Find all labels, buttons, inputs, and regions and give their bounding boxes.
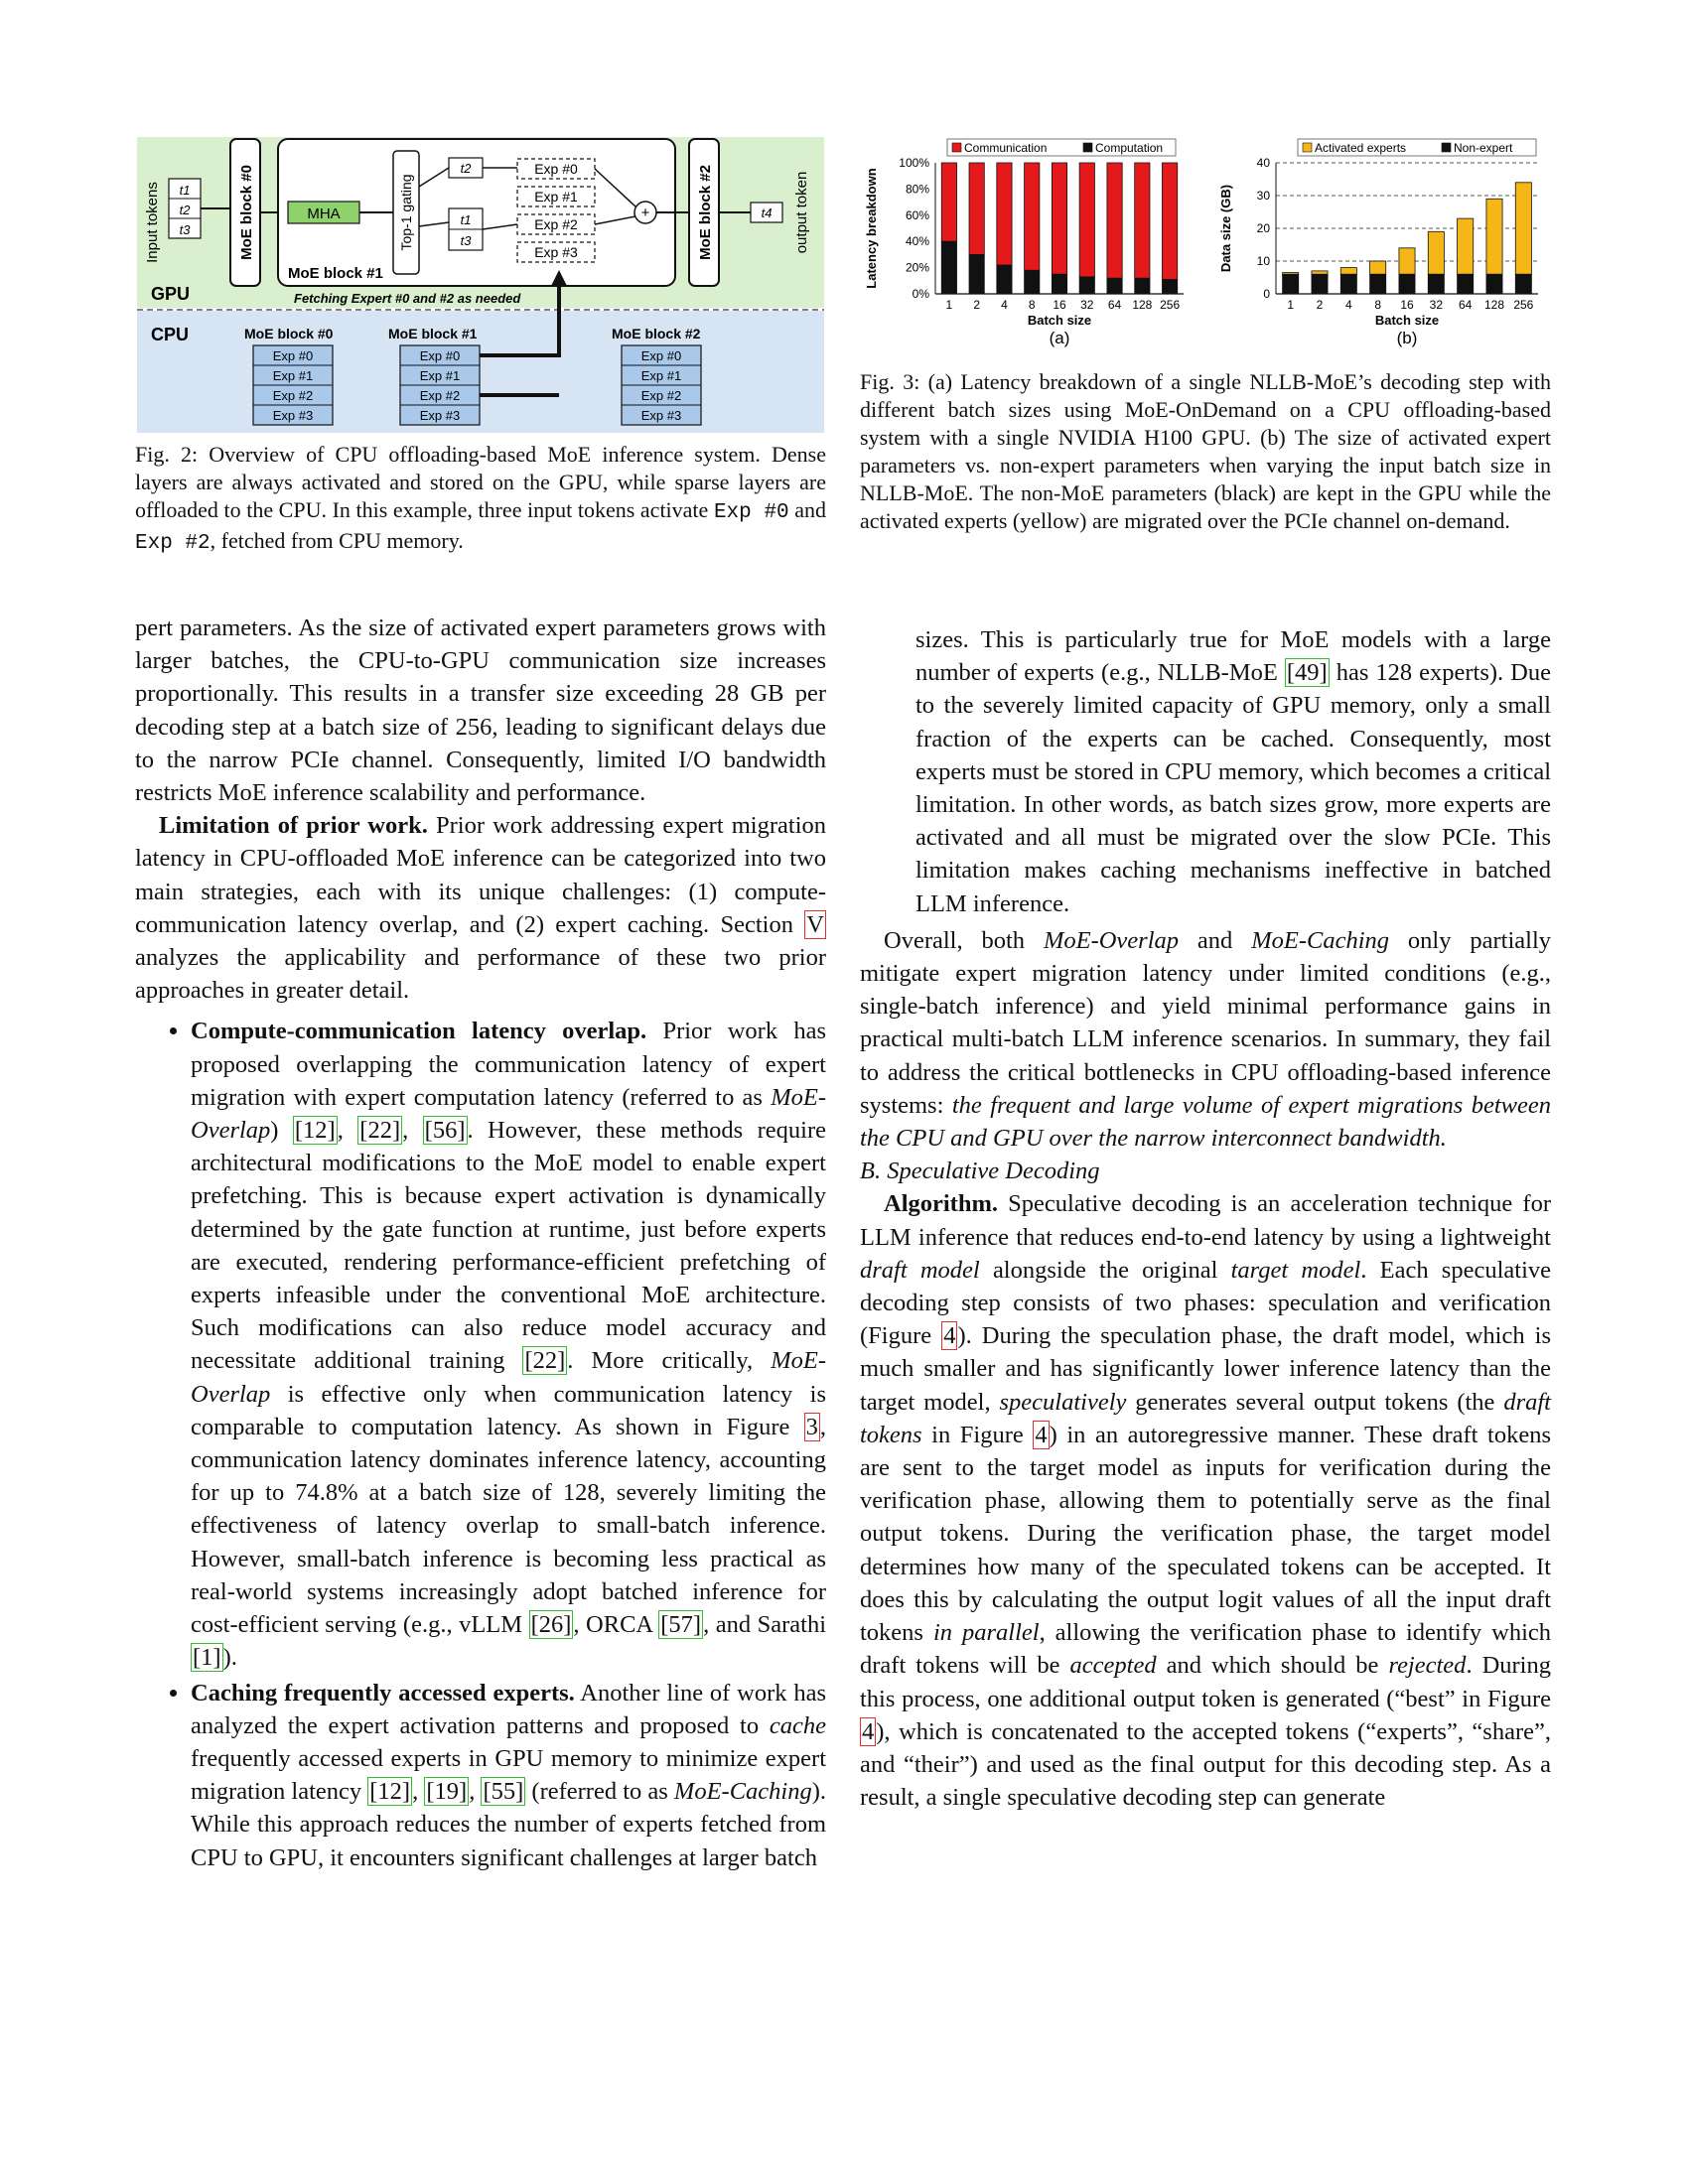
right-continued-bullet xyxy=(860,623,1551,920)
y-tick-label: 20 xyxy=(1256,221,1270,235)
cpu-b2-exp0: Exp #0 xyxy=(640,348,682,363)
bar-computation xyxy=(1052,274,1066,294)
token-t2: t2 xyxy=(179,203,191,217)
token-t1: t1 xyxy=(179,183,191,198)
b1-h: , and Sarathi xyxy=(703,1611,827,1639)
b1-c1: , xyxy=(337,1117,358,1145)
cpu-b1-exp0: Exp #0 xyxy=(419,348,461,363)
bar-computation xyxy=(1135,278,1150,294)
token-t3: t3 xyxy=(179,222,191,237)
gpu-exp2-label: Exp #2 xyxy=(534,216,578,232)
cpu-block-0-label: MoE block #0 xyxy=(244,326,334,341)
fig2-caption-code1: Exp #0 xyxy=(713,501,789,524)
fig3-caption xyxy=(860,368,1551,535)
figure-ref-4b[interactable]: 4 xyxy=(1035,1421,1048,1448)
cpu-block-1 xyxy=(388,326,480,425)
gpu-exp3-label: Exp #3 xyxy=(534,244,578,260)
citation-49[interactable]: [49] xyxy=(1286,659,1328,687)
bar-communication xyxy=(1162,163,1177,279)
list-item-caching xyxy=(191,1677,826,1874)
bar-non-expert xyxy=(1458,274,1474,294)
alg-h: , allowing the verification phase to identify which draft tokens will be xyxy=(860,1619,1551,1680)
bar-non-expert xyxy=(1399,274,1415,294)
cpu-b0-exp2: Exp #2 xyxy=(272,388,314,403)
x-tick-label: 16 xyxy=(1053,298,1066,312)
cpu-b1-exp2: Exp #2 xyxy=(419,388,461,403)
x-tick-label: 256 xyxy=(1513,298,1534,312)
citation-12[interactable]: [12] xyxy=(294,1117,336,1145)
bar-communication xyxy=(997,163,1012,265)
alg-i: and which should be xyxy=(1156,1652,1389,1680)
y-axis-label: Latency breakdown xyxy=(864,168,879,289)
subsection-heading: B. Speculative Decoding xyxy=(860,1158,1100,1185)
bar-communication xyxy=(941,163,956,241)
output-token-label: output token xyxy=(793,171,810,254)
bar-activated-experts xyxy=(1312,271,1328,274)
citation-56[interactable]: [56] xyxy=(424,1117,466,1145)
bar-communication xyxy=(1079,163,1094,277)
cpu-b2-exp2: Exp #2 xyxy=(640,388,682,403)
x-tick-label: 32 xyxy=(1080,298,1094,312)
output-t4-label: t4 xyxy=(761,205,773,220)
x-tick-label: 32 xyxy=(1429,298,1444,312)
y-tick-label: 60% xyxy=(905,207,929,222)
bar-non-expert xyxy=(1428,274,1444,294)
ov-it3: the frequent and large volume of expert migrations between the CPU and GPU over the narrow interconnect bandwidth. xyxy=(860,1091,1552,1153)
alg-b: alongside the original xyxy=(979,1256,1231,1284)
alg-it2: target model xyxy=(1230,1256,1361,1284)
routed-t1-label: t1 xyxy=(460,212,472,227)
cpu-block-0 xyxy=(244,326,334,425)
list-item-overlap xyxy=(191,1015,826,1674)
b1-g: , ORCA xyxy=(573,1611,659,1639)
figure-ref-4a[interactable]: 4 xyxy=(943,1322,956,1350)
section-ref-v[interactable]: V xyxy=(806,910,824,938)
y-tick-label: 0% xyxy=(912,287,929,301)
bar-activated-experts xyxy=(1458,218,1474,274)
x-tick-label: 4 xyxy=(1344,298,1352,312)
bar-activated-experts xyxy=(1340,268,1356,275)
bar-activated-experts xyxy=(1428,231,1444,274)
input-token-stack xyxy=(169,179,201,238)
alg-k: ), which is concatenated to the accepted tokens (“experts”, “share”, and “their”) and used as the final output for this decoding step. As a result, a single speculative decoding step can generate xyxy=(860,1717,1551,1812)
p2-text-b: analyzes the applicability and performance of these two prior approaches in greater detail. xyxy=(135,944,826,1005)
cpu-b0-exp3: Exp #3 xyxy=(272,408,314,423)
routed-t3-label: t3 xyxy=(460,233,472,248)
x-axis-label: Batch size xyxy=(1374,313,1440,328)
fig2-diagram xyxy=(137,137,824,433)
citation-22[interactable]: [22] xyxy=(359,1117,401,1145)
bar-communication xyxy=(969,163,984,254)
legend-swatch xyxy=(952,143,961,152)
ov-it1: MoE-Overlap xyxy=(1043,926,1180,954)
fig3-caption-text: Fig. 3: (a) Latency breakdown of a single NLLB-MoE’s decoding step with different batch sizes using MoE-OnDemand on a CPU offloading-based system with a single NVIDIA H100 GPU. (b) The size of activated expert parameters vs. non-expert parameters when varying the input batch size in NLLB-MoE. The non-MoE parameters (black) are kept in the GPU while the activated experts (yellow) are migrated over the PCIe channel on-demand. xyxy=(860,369,1551,533)
fig2-caption-and: and xyxy=(794,497,827,522)
cpu-label: CPU xyxy=(151,325,190,344)
x-tick-label: 128 xyxy=(1483,298,1505,312)
cpu-b0-exp0: Exp #0 xyxy=(272,348,314,363)
bar-non-expert xyxy=(1312,274,1328,294)
b1-it2: MoE-Overlap xyxy=(191,1347,826,1408)
y-tick-label: 100% xyxy=(899,156,929,170)
citation-26[interactable]: [26] xyxy=(530,1611,572,1639)
fig3b-chart xyxy=(1206,137,1554,360)
citation-22b[interactable]: [22] xyxy=(524,1347,566,1375)
b1-c: . However, these methods require architectural modifications to the MoE model to enable expert prefetching. This is because expert activation is dynamically determined by the gate function at runtime, just before experts are executed, rendering performance-efficient prefetching of experts infeasible under the conventional MoE architecture. Such modifications can also reduce model accuracy and necessitate additional training xyxy=(191,1117,827,1375)
legend-entry: Activated experts xyxy=(1315,141,1407,155)
bar-activated-experts xyxy=(1399,248,1415,274)
x-tick-label: 8 xyxy=(1374,298,1382,312)
sum-label: + xyxy=(640,205,650,221)
b2-c1: , xyxy=(412,1778,425,1806)
alg-heading: Algorithm. xyxy=(884,1190,998,1218)
citation-19[interactable]: [19] xyxy=(426,1778,468,1806)
left-column xyxy=(135,612,826,1876)
mha-label: MHA xyxy=(307,205,341,222)
bar-non-expert xyxy=(1370,274,1386,294)
p2-heading: Limitation of prior work. xyxy=(159,812,428,840)
bar-activated-experts xyxy=(1515,183,1531,274)
x-tick-label: 8 xyxy=(1028,298,1036,312)
b2-heading: Caching frequently accessed experts. xyxy=(191,1679,575,1706)
bar-computation xyxy=(969,254,984,294)
gpu-exp0-label: Exp #0 xyxy=(534,161,578,177)
citation-12b[interactable]: [12] xyxy=(369,1778,411,1806)
y-axis-label: Data size (GB) xyxy=(1218,184,1233,273)
fetching-note: Fetching Expert #0 and #2 as needed xyxy=(294,291,521,306)
bar-communication xyxy=(1135,163,1150,278)
cpu-b2-exp1: Exp #1 xyxy=(640,368,682,383)
cont-b: has 128 experts). Due to the severely limited capacity of GPU memory, only a small fraction of the experts can be cached. Consequently, most experts must be stored in CPU memory, which becomes a critical limitation. In other words, as batch sizes grow, more experts are activated and all must be migrated over the slow PCIe. This limitation makes caching mechanisms ineffective in batched LLM inference. xyxy=(915,659,1552,917)
bar-non-expert xyxy=(1283,274,1299,294)
bar-activated-experts xyxy=(1486,199,1502,274)
alg-it1: draft model xyxy=(860,1256,980,1284)
b1-it1: MoE-Overlap xyxy=(191,1083,826,1145)
panel-label: (b) xyxy=(1396,329,1418,347)
cpu-b0-exp1: Exp #1 xyxy=(272,368,314,383)
right-paragraph-overall xyxy=(860,924,1551,1155)
b1-d: . More critically, xyxy=(567,1347,772,1375)
y-tick-label: 40 xyxy=(1256,156,1270,170)
x-tick-label: 1 xyxy=(1287,298,1295,312)
bar-computation xyxy=(1079,277,1094,294)
legend-entry: Communication xyxy=(964,141,1048,155)
prior-work-list xyxy=(135,1015,826,1873)
bar-non-expert xyxy=(1515,274,1531,294)
bar-communication xyxy=(1052,163,1066,274)
b2-c2: , xyxy=(469,1778,482,1806)
gating-label: Top-1 gating xyxy=(398,174,414,251)
alg-d: ). During the speculation phase, the draft model, which is much smaller and has significantly lower inference latency than the target model, xyxy=(860,1322,1551,1416)
gpu-label: GPU xyxy=(151,284,191,304)
right-column xyxy=(860,623,1551,1814)
legend-entry: Computation xyxy=(1095,141,1164,155)
alg-it4: draft tokens xyxy=(860,1388,1551,1448)
legend-entry: Non-expert xyxy=(1454,141,1513,155)
x-tick-label: 4 xyxy=(1001,298,1008,312)
x-tick-label: 256 xyxy=(1160,298,1181,312)
p1-text: pert parameters. As the size of activated expert parameters grows with larger batches, the CPU-to-GPU communication size increases proportionally. This results in a transfer size exceeding 28 GB per decoding step at a batch size of 256, leading to significant delays due to the narrow PCIe channel. Consequently, limited I/O bandwidth restricts MoE inference scalability and performance. xyxy=(135,614,826,807)
x-tick-label: 64 xyxy=(1458,298,1473,312)
x-tick-label: 64 xyxy=(1107,298,1122,312)
alg-it5: in parallel xyxy=(932,1619,1040,1647)
b2-d: ). While this approach reduces the number of experts fetched from CPU to GPU, it encounters significant challenges at larger batch xyxy=(191,1778,827,1871)
cpu-block-2 xyxy=(612,326,701,425)
alg-c: . Each speculative decoding step consists of two phases: speculation and verification (Figure xyxy=(860,1256,1551,1350)
p2-text-a: Prior work addressing expert migration latency in CPU-offloaded MoE inference can be categorized into two main strategies, each with its unique challenges: (1) compute-communication latency overlap, and (2) expert caching. Section xyxy=(135,812,826,938)
bar-communication xyxy=(1025,163,1040,270)
ov-b: and xyxy=(1179,926,1252,954)
y-tick-label: 80% xyxy=(905,182,929,197)
fig2-caption-code2: Exp #2 xyxy=(135,532,211,555)
gpu-exp1-label: Exp #1 xyxy=(534,189,578,205)
left-paragraph-2 xyxy=(135,809,826,1007)
bar-computation xyxy=(997,265,1012,294)
alg-a: Speculative decoding is an acceleration technique for LLM inference that reduces end-to-end latency by using a lightweight xyxy=(860,1190,1551,1251)
cpu-region xyxy=(137,311,824,433)
bar-computation xyxy=(941,241,956,294)
x-tick-label: 16 xyxy=(1400,298,1414,312)
alg-it3: speculatively xyxy=(999,1388,1127,1416)
bar-non-expert xyxy=(1486,274,1502,294)
bar-computation xyxy=(1162,279,1177,294)
x-tick-label: 128 xyxy=(1132,298,1153,312)
legend-swatch xyxy=(1083,143,1092,152)
b1-c2: , xyxy=(402,1117,423,1145)
citation-1[interactable]: [1] xyxy=(193,1644,221,1672)
citation-57[interactable]: [57] xyxy=(660,1611,702,1639)
y-tick-label: 10 xyxy=(1256,254,1270,268)
alg-e: generates several output tokens (the xyxy=(1126,1388,1504,1416)
cpu-b1-exp1: Exp #1 xyxy=(419,368,461,383)
b1-e: is effective only when communication latency is comparable to computation latency. As shown in Figure xyxy=(191,1380,826,1440)
citation-55[interactable]: [55] xyxy=(483,1778,524,1806)
cpu-b2-exp3: Exp #3 xyxy=(640,408,682,423)
bar-computation xyxy=(1025,270,1040,294)
b2-it2: MoE-Caching xyxy=(673,1778,812,1806)
moe-block-1-label: MoE block #1 xyxy=(288,265,383,282)
ov-a: Overall, both xyxy=(884,926,1044,954)
y-tick-label: 30 xyxy=(1256,189,1270,203)
bar-communication xyxy=(1107,163,1122,278)
fig2-caption-text: Fig. 2: Overview of CPU offloading-based MoE inference system. Dense layers are always activated and stored on the GPU, while sparse layers are offloaded to the CPU. In this example, three input tokens activate xyxy=(135,442,826,522)
fig2-caption xyxy=(135,441,826,558)
ov-c: only partially mitigate expert migration latency under limited conditions (e.g., single-batch inference) and yield minimal performance gains in practical multi-batch LLM inference scenarios. In summary, they fail to address the critical bottlenecks in CPU offloading-based inference systems: xyxy=(860,926,1551,1119)
bar-activated-experts xyxy=(1283,273,1299,275)
alg-j: . During this process, one additional output token is generated (“best” in Figure xyxy=(860,1652,1551,1712)
figure-ref-3[interactable]: 3 xyxy=(805,1413,818,1440)
cpu-block-2-label: MoE block #2 xyxy=(612,326,701,341)
cpu-b1-exp3: Exp #3 xyxy=(419,408,461,423)
x-tick-label: 2 xyxy=(973,298,981,312)
y-tick-label: 20% xyxy=(905,260,929,275)
x-tick-label: 1 xyxy=(945,298,953,312)
input-tokens-label: Input tokens xyxy=(144,182,161,263)
alg-it6: accepted xyxy=(1069,1652,1157,1680)
routed-t2-label: t2 xyxy=(460,161,472,176)
y-tick-label: 0 xyxy=(1263,287,1270,301)
alg-g: ) in an autoregressive manner. These draft tokens are sent to the target model as inputs for verification during the verification phase, allowing them to potentially serve as the final output tokens. During the verification phase, the target model determines how many of the speculated tokens can be accepted. It does this by calculating the output logit values of all the input draft tokens xyxy=(860,1421,1551,1647)
alg-f: in Figure xyxy=(921,1421,1034,1448)
b1-heading: Compute-communication latency overlap. xyxy=(191,1018,647,1045)
legend-swatch xyxy=(1442,143,1451,152)
b1-a: Prior work has proposed overlapping the communication latency of expert migration with expert computation latency (referred to as xyxy=(191,1018,826,1111)
moe-block-0-label: MoE block #0 xyxy=(238,165,255,260)
moe-block-2-label: MoE block #2 xyxy=(697,165,714,260)
cpu-block-1-label: MoE block #1 xyxy=(388,326,478,341)
b2-b: frequently accessed experts in GPU memory to minimize expert migration latency xyxy=(191,1744,826,1806)
x-tick-label: 2 xyxy=(1316,298,1324,312)
b2-c: (referred to as xyxy=(525,1778,674,1806)
b1-i: ). xyxy=(222,1644,237,1672)
b1-f: , communication latency dominates inference latency, accounting for up to 74.8% at a batch size of 128, severely limiting the effectiveness of latency overlap to small-batch inference. However, small-batch inference is becoming less practical as real-world systems increasingly adopt batched inference for cost-efficient serving (e.g., vLLM xyxy=(191,1413,826,1639)
alg-it7: rejected xyxy=(1388,1652,1467,1680)
b2-it1: cache xyxy=(769,1711,826,1739)
fig3a-chart xyxy=(864,137,1192,360)
fig2-caption-end: , fetched from CPU memory. xyxy=(210,528,464,553)
b1-b: ) xyxy=(270,1117,293,1145)
bar-activated-experts xyxy=(1370,261,1386,274)
y-tick-label: 40% xyxy=(905,234,929,249)
panel-label: (a) xyxy=(1049,329,1070,347)
left-paragraph-1 xyxy=(135,612,826,809)
ov-it2: MoE-Caching xyxy=(1251,926,1390,954)
bar-computation xyxy=(1107,278,1122,294)
x-axis-label: Batch size xyxy=(1027,313,1092,328)
right-paragraph-algorithm xyxy=(860,1187,1551,1814)
figure-ref-4c[interactable]: 4 xyxy=(862,1717,875,1745)
legend-swatch xyxy=(1303,143,1312,152)
cont-a: sizes. This is particularly true for MoE models with a large number of experts (e.g., NLLB-MoE xyxy=(915,626,1551,687)
b2-a: Another line of work has analyzed the expert activation patterns and proposed to xyxy=(191,1679,826,1739)
bar-non-expert xyxy=(1340,274,1356,294)
